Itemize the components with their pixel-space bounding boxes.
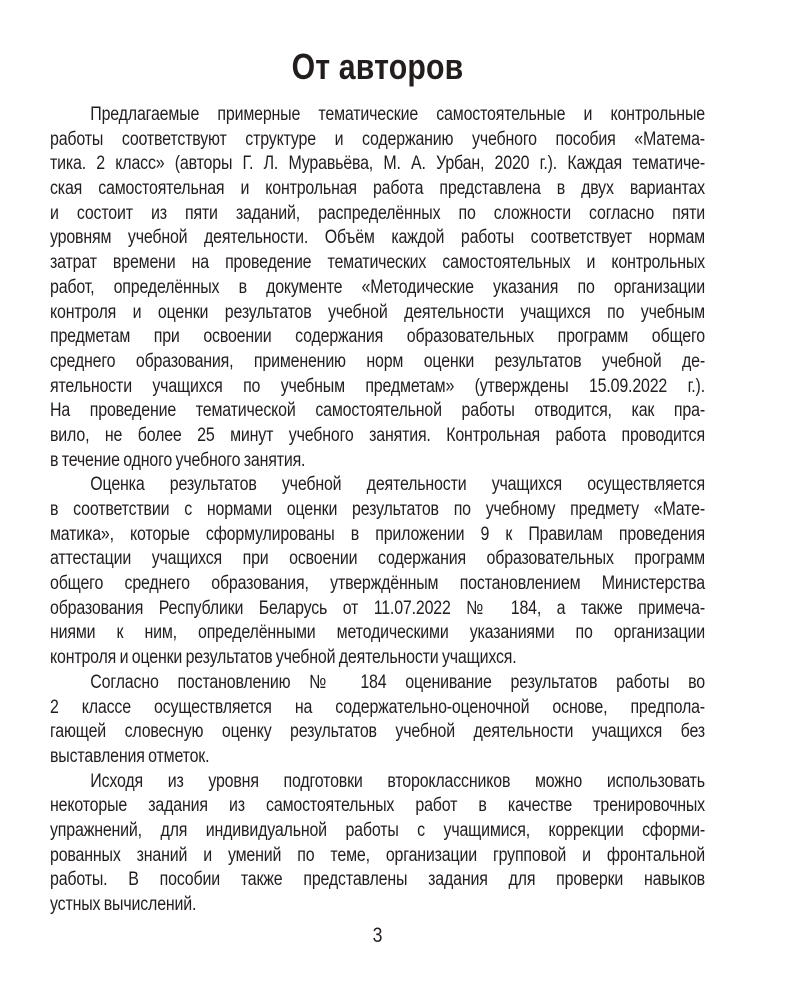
- text-line: в течение одного учебного занятия.: [50, 449, 306, 471]
- text-line: 2 классе осуществляется на содержательно-оценочной основе, предпола-: [50, 696, 705, 718]
- text-line: уровням учебной деятельности. Объём каждой работы соответствует нормам: [50, 227, 705, 249]
- text-line: ниями к ним, определёнными методическими указаниями по организации: [50, 622, 705, 644]
- text-line: общего среднего образования, утверждённым постановлением Министерства: [50, 573, 705, 595]
- text-line: ская самостоятельная и контрольная работа представлена в двух вариантах: [50, 178, 705, 200]
- page-number: 3: [372, 923, 383, 947]
- text-line: аттестации учащихся при освоении содержания образовательных программ: [50, 548, 705, 570]
- text-line: рованных знаний и умений по теме, организации групповой и фронтальной: [50, 844, 705, 866]
- text-line: ятельности учащихся по учебным предметам» (утверждены 15.09.2022 г.).: [50, 375, 705, 397]
- text-line: Исходя из уровня подготовки второклассников можно использовать: [90, 770, 705, 792]
- paragraph: [50, 770, 705, 918]
- text-line: затрат времени на проведение тематических самостоятельных и контрольных: [50, 252, 705, 274]
- text-line: Согласно постановлению № 184 оценивание результатов работы во: [90, 671, 705, 693]
- paragraph: [50, 671, 705, 770]
- body-text: [50, 103, 705, 918]
- text-line: выставления отметок.: [50, 745, 210, 767]
- paragraph: [50, 103, 705, 473]
- text-line: упражнений, для индивидуальной работы с учащимися, коррекции сформи-: [50, 819, 705, 841]
- text-line: Предлагаемые примерные тематические самостоятельные и контрольные: [90, 104, 705, 125]
- text-line: матика», которые сформулированы в приложении 9 к Правилам проведения: [50, 523, 705, 545]
- text-line: устных вычислений.: [50, 894, 197, 915]
- text-line: работ, определённых в документе «Методические указания по организации: [50, 276, 705, 298]
- text-line: На проведение тематической самостоятельной работы отводится, как пра-: [50, 400, 705, 422]
- text-line: предметам при освоении содержания образовательных программ общего: [50, 326, 705, 348]
- text-line: контроля и оценки результатов учебной деятельности учащихся.: [50, 647, 517, 669]
- text-line: Оценка результатов учебной деятельности учащихся осуществляется: [90, 474, 705, 496]
- text-line: работы. В пособии также представлены задания для проверки навыков: [50, 869, 705, 891]
- text-line: некоторые задания из самостоятельных работ в качестве тренировочных: [50, 795, 705, 817]
- paragraph: [50, 473, 705, 671]
- text-line: в соответствии с нормами оценки результатов по учебному предмету «Мате-: [50, 499, 705, 520]
- text-line: и состоит из пяти заданий, распределённых по сложности согласно пяти: [50, 202, 705, 224]
- text-line: работы соответствуют структуре и содержанию учебного пособия «Матема-: [50, 128, 705, 150]
- text-line: гающей словесную оценку результатов учебной деятельности учащихся без: [50, 721, 705, 743]
- text-line: тика. 2 класс» (авторы Г. Л. Муравьёва, М. А. Урбан, 2020 г.). Каждая тематиче-: [50, 153, 705, 175]
- text-line: вило, не более 25 минут учебного занятия. Контрольная работа проводится: [50, 424, 705, 446]
- text-line: контроля и оценки результатов учебной деятельности учащихся по учебным: [50, 301, 705, 323]
- page-title: От авторов: [291, 46, 464, 87]
- text-line: образования Республики Беларусь от 11.07.2022 № 184, а также примеча-: [50, 597, 705, 619]
- text-line: среднего образования, применению норм оценки результатов учебной де-: [50, 350, 705, 372]
- content-column: [50, 0, 705, 948]
